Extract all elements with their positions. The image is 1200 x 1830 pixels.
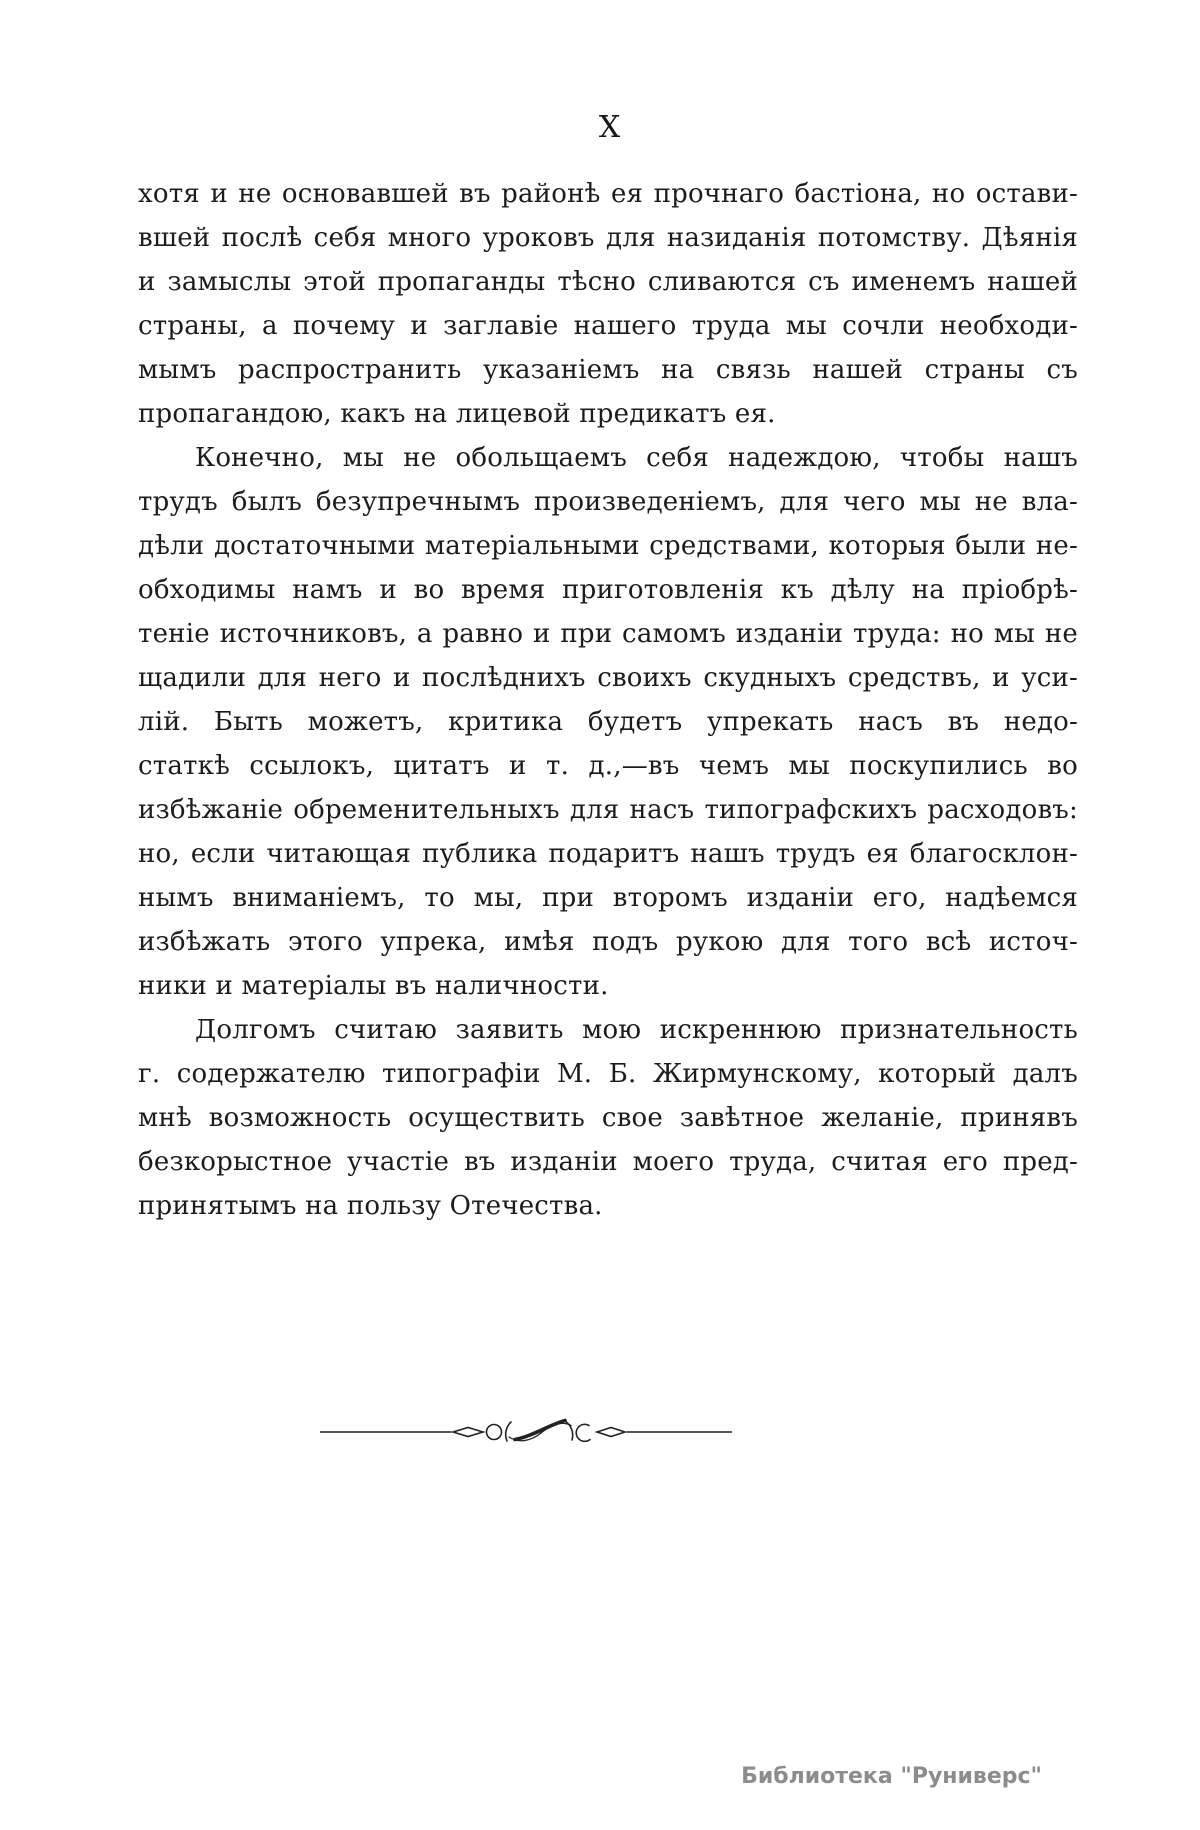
text-line: лій. Быть можетъ, критика будетъ упрекать насъ въ недо- — [138, 707, 1078, 737]
text-line: дѣли достаточными матеріальными средствами, которыя были не- — [138, 531, 1078, 561]
text-line: безкорыстное участіе въ изданіи моего труда, считая его пред- — [138, 1147, 1078, 1177]
section-divider-flourish — [320, 1408, 732, 1452]
page-number: X — [598, 110, 622, 145]
text-line: Долгомъ считаю заявить мою искреннюю признательность — [195, 1015, 1078, 1045]
text-line: вшей послѣ себя много уроковъ для назиданія потомству. Дѣянія — [138, 223, 1078, 253]
text-line: нымъ вниманіемъ, то мы, при второмъ изданіи его, надѣемся — [138, 883, 1078, 913]
text-line: ники и матеріалы въ наличности. — [138, 971, 609, 1001]
text-line: и замыслы этой пропаганды тѣсно сливаются съ именемъ нашей — [138, 267, 1078, 297]
text-line: страны, а почему и заглавіе нашего труда мы сочли необходи- — [138, 311, 1078, 341]
text-line: избѣжать этого упрека, имѣя подъ рукою для того всѣ источ- — [138, 927, 1078, 957]
text-line: пропагандою, какъ на лицевой предикатъ ея. — [138, 399, 776, 429]
text-line: избѣжаніе обременительныхъ для насъ типографскихъ расходовъ: — [138, 795, 1078, 825]
text-line: г. содержателю типографіи М. Б. Жирмунскому, который далъ — [138, 1059, 1078, 1089]
text-line: обходимы намъ и во время приготовленія къ дѣлу на пріобрѣ- — [138, 575, 1078, 605]
text-line: мымъ распространить указаніемъ на связь нашей страны съ — [138, 355, 1078, 385]
text-line: хотя и не основавшей въ районѣ ея прочнаго бастіона, но остави- — [138, 179, 1078, 209]
text-line: щадили для него и послѣднихъ своихъ скудныхъ средствъ, и уси- — [138, 663, 1078, 693]
text-line: принятымъ на пользу Отечества. — [138, 1191, 603, 1221]
text-block — [138, 172, 1078, 1228]
library-watermark: Библиотека "Руниверс" — [741, 1764, 1042, 1789]
text-line: но, если читающая публика подаритъ нашъ трудъ ея благосклон- — [138, 839, 1078, 869]
text-line: мнѣ возможность осуществить свое завѣтное желаніе, принявъ — [138, 1103, 1078, 1133]
text-line: теніе источниковъ, а равно и при самомъ изданіи труда: но мы не — [138, 619, 1078, 649]
text-line: статкѣ ссылокъ, цитатъ и т. д.,—въ чемъ мы поскупились во — [138, 751, 1078, 781]
text-line: Конечно, мы не обольщаемъ себя надеждою, чтобы нашъ — [195, 443, 1078, 473]
text-line: трудъ былъ безупречнымъ произведеніемъ, для чего мы не вла- — [138, 487, 1078, 517]
